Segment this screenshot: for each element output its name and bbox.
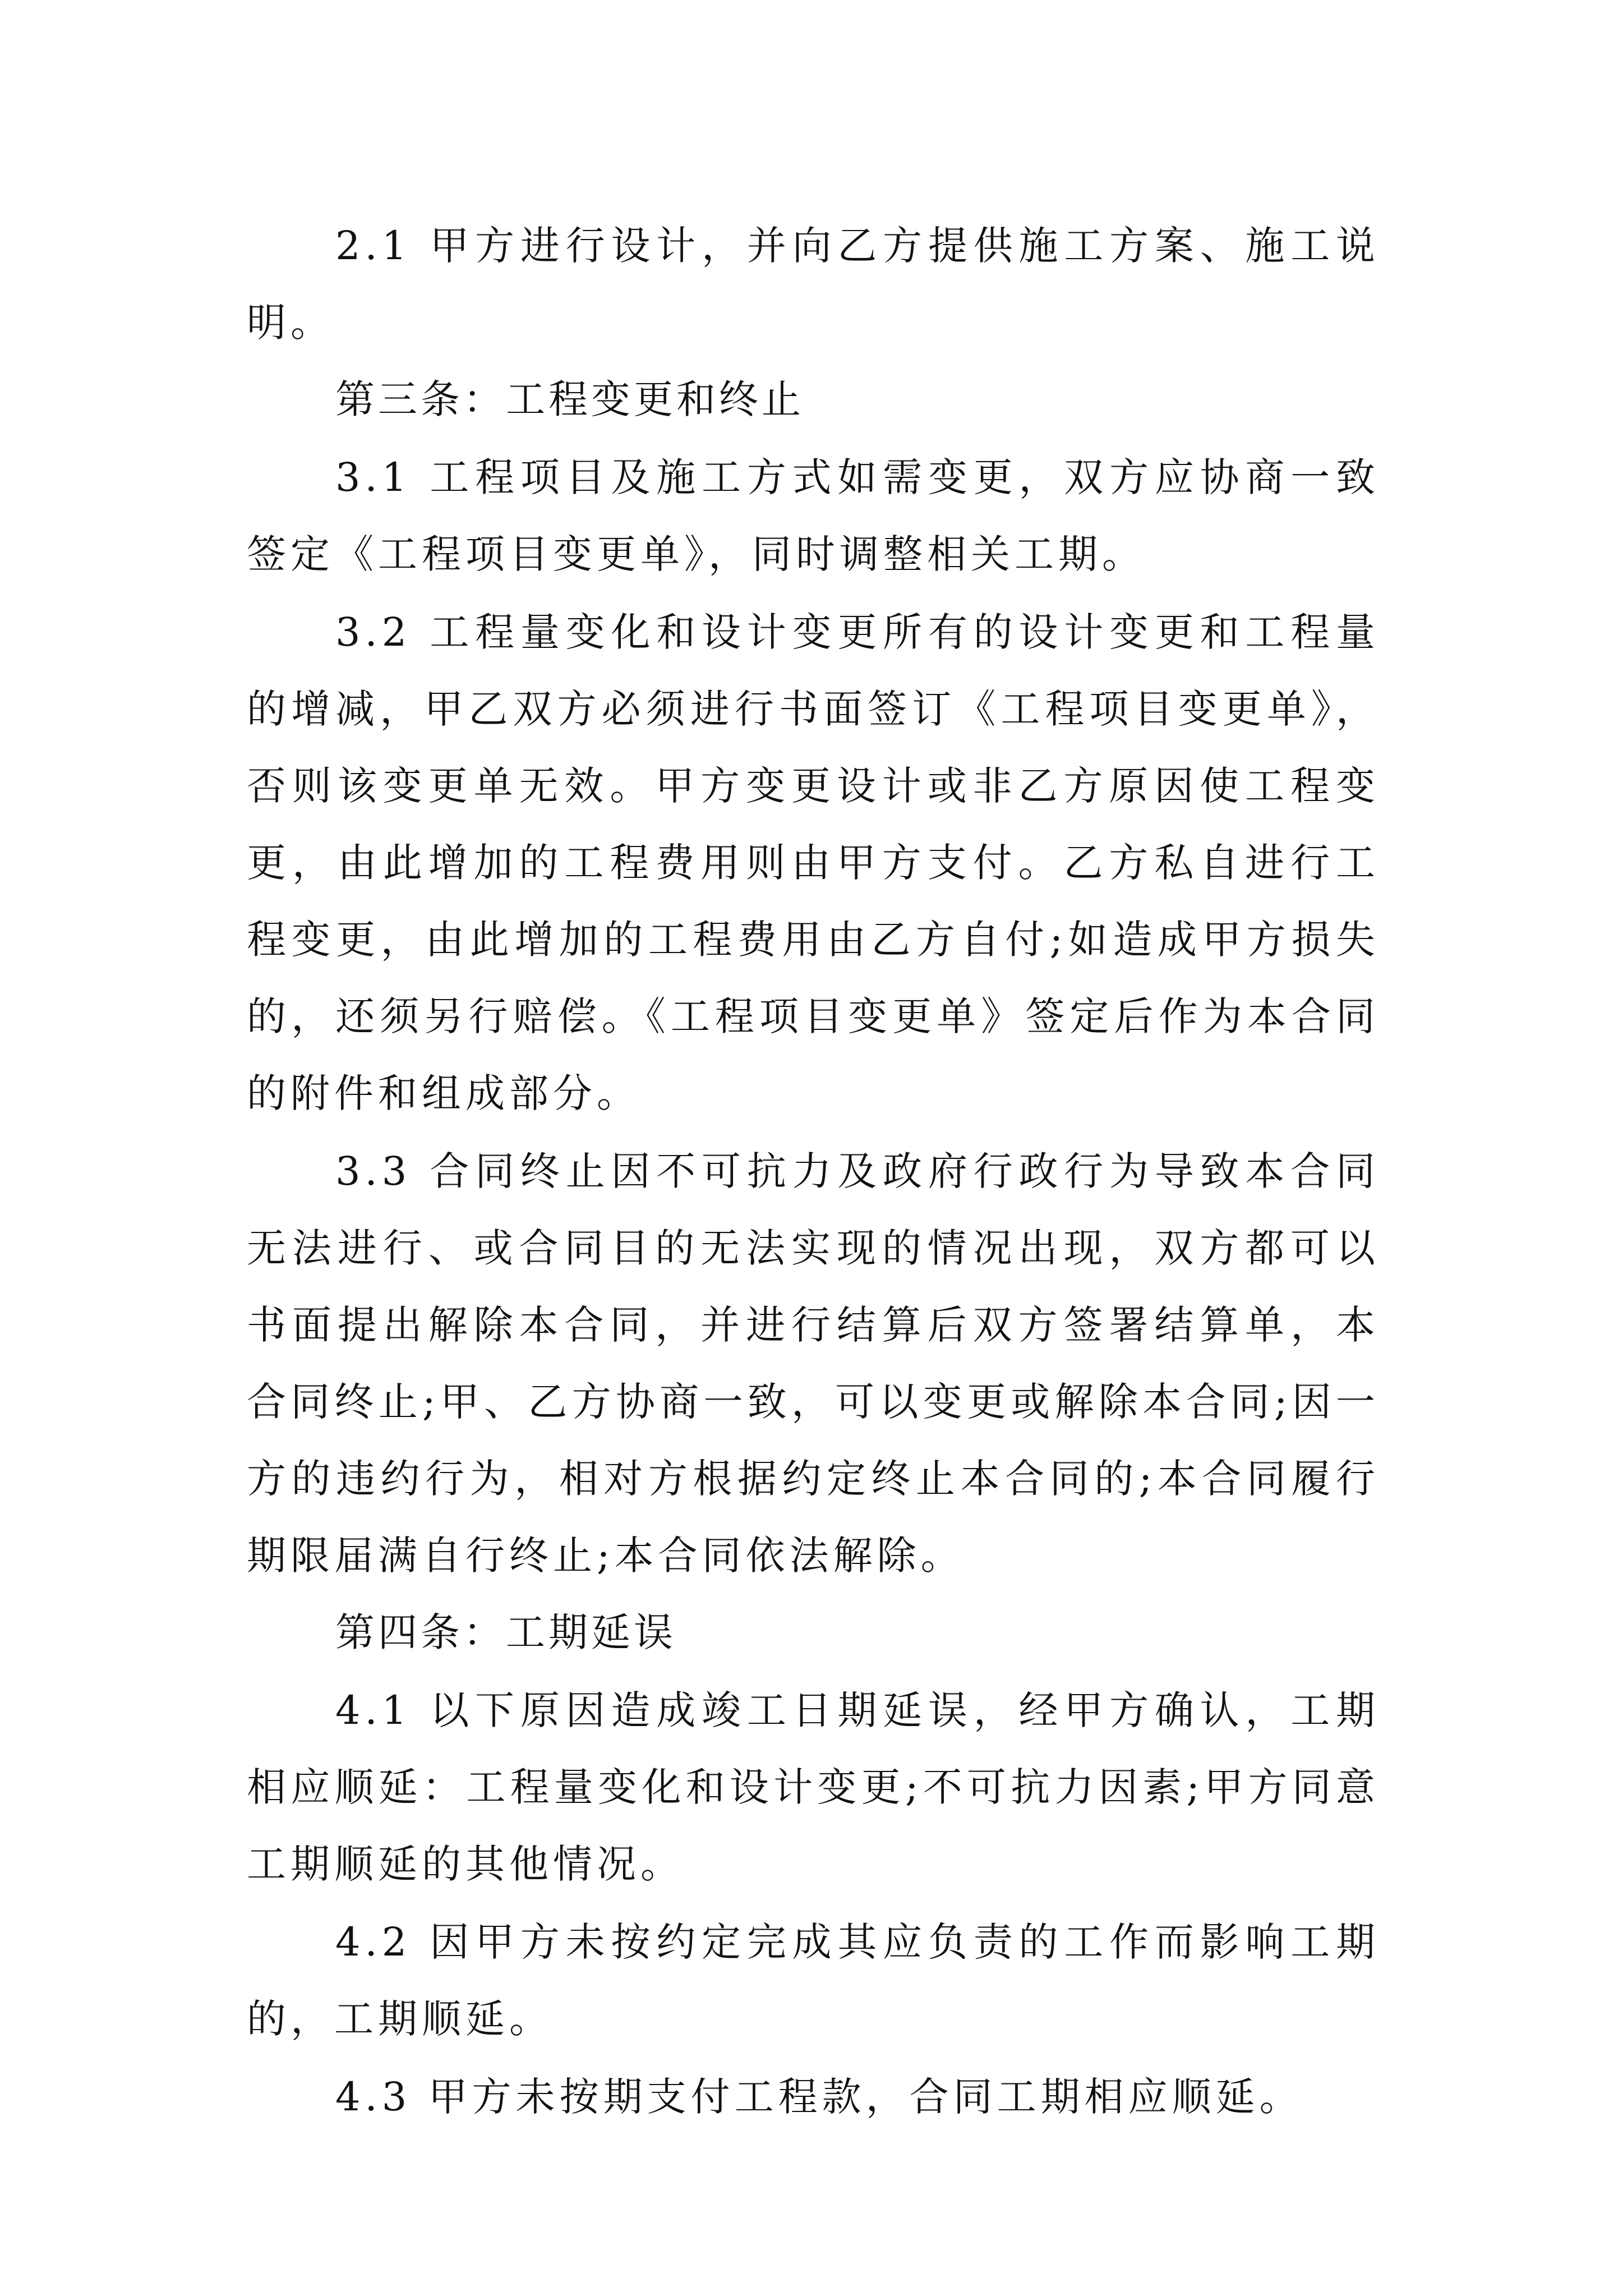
clause-2-1-line: 2.1 甲方进行设计，并向乙方提供施工方案、施工说明。 xyxy=(247,223,1380,346)
clause-3-3 xyxy=(247,1133,1380,1594)
clause-4-1 xyxy=(247,1672,1380,1903)
clause-3-1 xyxy=(247,439,1380,593)
clause-3-3-line: 约行为，相对方根据约定终止本合同的;本合同履行期限届 xyxy=(247,1456,1380,1579)
article-3-heading-text: 第三条：工程变更和终止 xyxy=(335,376,804,422)
clause-3-3-line: 法进行、或合同目的无法实现的情况出现，双方都可以书面 xyxy=(247,1225,1380,1348)
clause-4-2-line: 4.2 因甲方未按约定完成其应负责的工作而影响工期的， xyxy=(247,1919,1380,2042)
clause-4-2-line: 工期顺延。 xyxy=(334,1996,553,2042)
clause-3-2-line: 由此增加的工程费用由乙方自付;如造成甲方损失的，还须 xyxy=(247,917,1380,1039)
article-4-heading-text: 第四条：工期延误 xyxy=(335,1609,676,1655)
clause-3-3-line: 止;甲、乙方协商一致，可以变更或解除本合同;因一方的违 xyxy=(247,1379,1380,1502)
clause-3-3-line: 提出解除本合同，并进行结算后双方签署结算单，本合同终 xyxy=(247,1302,1380,1425)
clause-4-1-line: 期顺延的其他情况。 xyxy=(291,1841,684,1887)
clause-3-2-line: 由此增加的工程费用则由甲方支付。乙方私自进行工程变更， xyxy=(247,840,1380,963)
clause-4-1-line: 应顺延：工程量变化和设计变更;不可抗力因素;甲方同意工 xyxy=(247,1764,1380,1887)
clause-4-2 xyxy=(247,1904,1380,2058)
clause-3-2-line: 组成部分。 xyxy=(422,1070,640,1116)
clause-3-2-line: 另行赔偿。《工程项目变更单》签定后作为本合同的附件和 xyxy=(247,993,1380,1116)
clause-3-2-line: 增减，甲乙双方必须进行书面签订《工程项目变更单》，否 xyxy=(247,686,1380,809)
clause-3-3-line: 满自行终止;本合同依法解除。 xyxy=(378,1533,965,1579)
article-3-heading xyxy=(247,361,1380,438)
clause-4-3 xyxy=(247,2059,1380,2136)
clause-3-3-line: 3.3 合同终止因不可抗力及政府行政行为导致本合同无 xyxy=(247,1148,1380,1271)
clause-2-1 xyxy=(247,208,1380,361)
clause-3-1-line: 定《工程项目变更单》，同时调整相关工期。 xyxy=(291,531,1146,577)
clause-3-2-line: 则该变更单无效。甲方变更设计或非乙方原因使工程变更， xyxy=(247,763,1380,886)
clause-3-2 xyxy=(247,594,1380,1132)
clause-4-3-line: 4.3 甲方未按期支付工程款，合同工期相应顺延。 xyxy=(335,2074,1303,2120)
article-4-heading xyxy=(247,1594,1380,1671)
clause-3-1-line: 3.1 工程项目及施工方式如需变更，双方应协商一致签 xyxy=(247,454,1380,577)
document-body xyxy=(247,208,1380,2136)
clause-4-1-line: 4.1 以下原因造成竣工日期延误，经甲方确认，工期相 xyxy=(247,1687,1380,1810)
clause-3-2-line: 3.2 工程量变化和设计变更所有的设计变更和工程量的 xyxy=(247,609,1380,732)
